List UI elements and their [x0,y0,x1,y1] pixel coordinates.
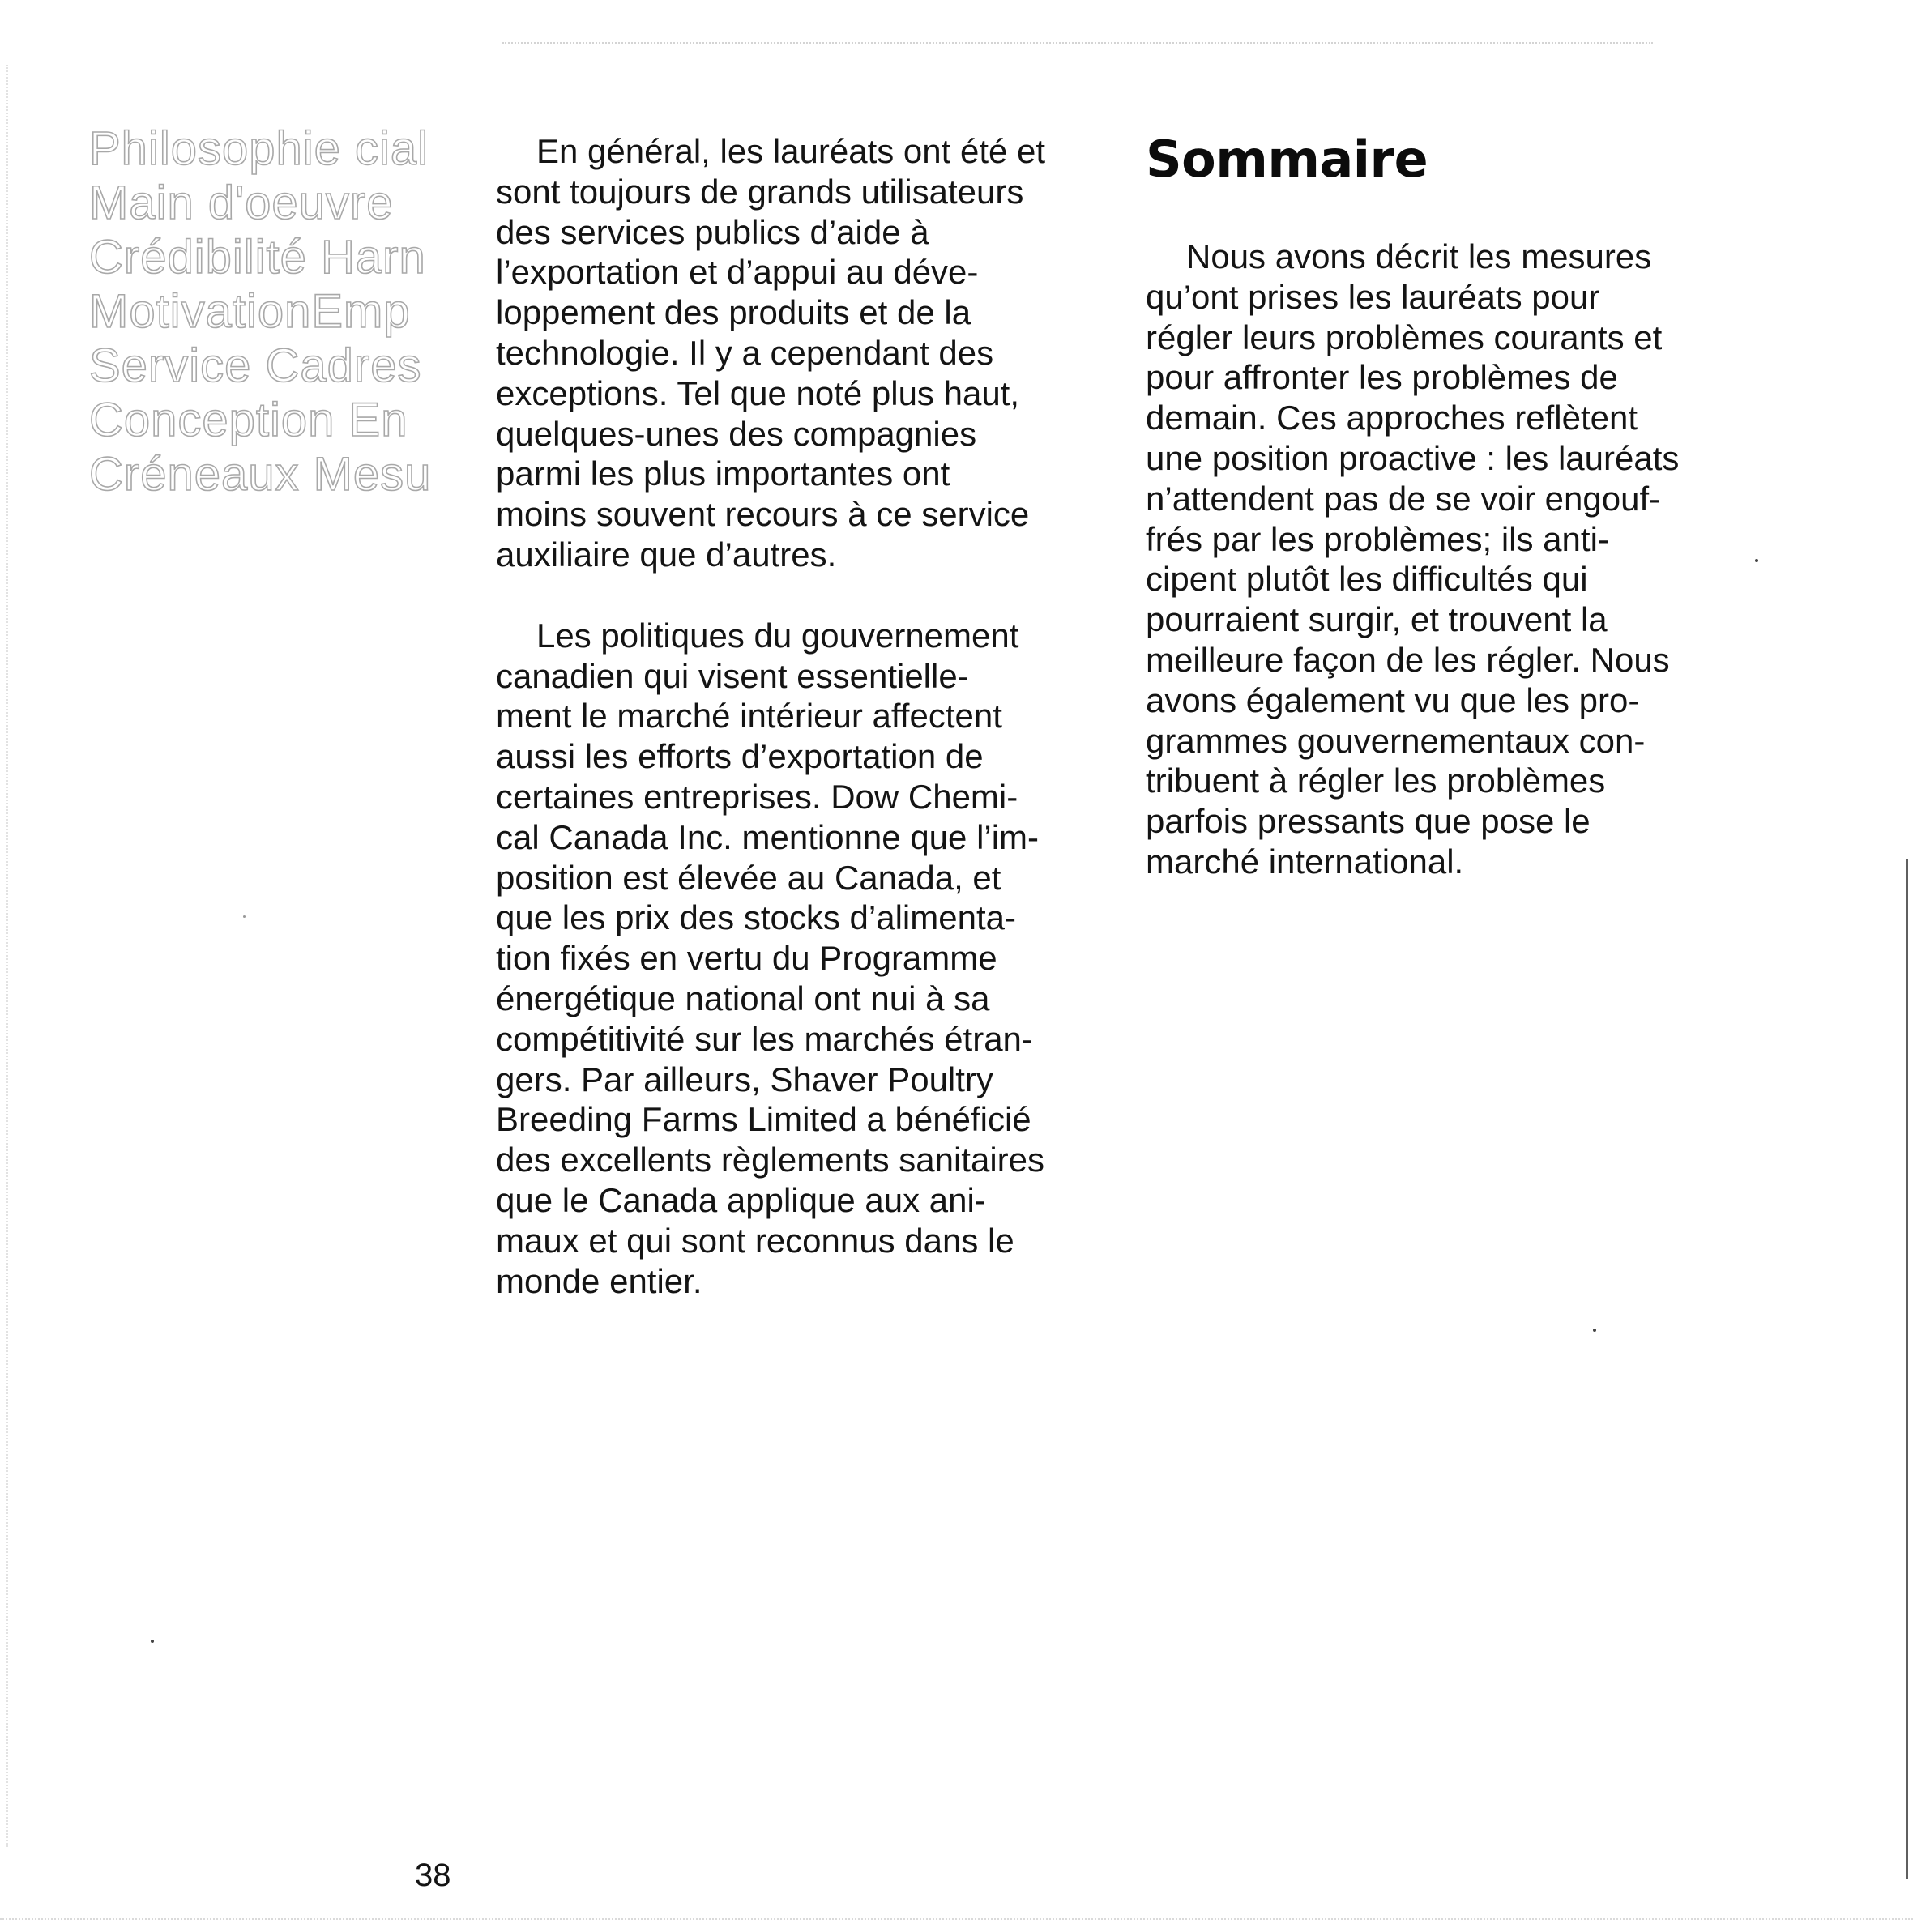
text-line: meilleure façon de les régler. Nous [1146,640,1670,679]
text-line: maux et qui sont reconnus dans le [496,1221,1014,1260]
text-line: compétitivité sur les marchés étran- [496,1019,1033,1058]
text-line: des services publics d’aide à [496,212,929,251]
section-heading: Sommaire [1146,130,1428,189]
text-line: monde entier. [496,1261,702,1300]
text-line: cipent plutôt les difficultés qui [1146,560,1588,599]
keyword-line: Philosophie cial [89,122,429,175]
text-line: quelques-unes des compagnies [496,414,977,453]
scan-artifact-bottom [0,1918,1913,1928]
text-line: énergétique national ont nui à sa [496,979,990,1017]
text-line: avons également vu que les pro- [1146,680,1640,719]
paragraph-spacer [496,575,1100,616]
text-line: pourraient surgir, et trouvent la [1146,600,1608,639]
text-line: gers. Par ailleurs, Shaver Poultry [496,1060,993,1098]
text-line: tion fixés en vertu du Programme [496,939,997,978]
text-line: pour affronter les problèmes de [1146,358,1618,397]
text-line: parmi les plus importantes ont [496,454,950,493]
keyword-line: MotivationEmp [89,285,411,338]
text-line: des excellents règlements sanitaires [496,1141,1045,1179]
text-line: ment le marché intérieur affectent [496,697,1002,736]
text-line: Breeding Farms Limited a bénéficié [496,1100,1031,1139]
scan-speck [151,1640,154,1643]
text-line: exceptions. Tel que noté plus haut, [496,373,1020,412]
text-line: n’attendent pas de se voir engouf- [1146,479,1661,518]
keyword-line: Crédibilité Harn [89,231,426,284]
text-line: sont toujours de grands utilisateurs [496,172,1024,211]
text-line: que les prix des stocks d’alimenta- [496,898,1016,937]
scan-artifact-left [6,65,11,1847]
text-line: aussi les efforts d’exportation de [496,737,984,776]
keyword-line: Service Cadres [89,339,422,392]
paragraph [496,131,1100,575]
text-line: une position proactive : les lauréats [1146,438,1680,477]
text-line: tribuent à régler les problèmes [1146,761,1606,800]
text-line: frés par les problèmes; ils anti- [1146,519,1609,558]
scan-artifact-right [1906,859,1911,1879]
scan-speck [1593,1329,1596,1332]
middle-column [496,131,1100,1301]
scan-artifact-top [502,42,1653,55]
keyword-line: Créneaux Mesu [89,448,432,501]
page-number: 38 [415,1857,451,1893]
text-line: que le Canada applique aux ani- [496,1180,986,1219]
text-line: qu’ont prises les lauréats pour [1146,277,1600,316]
text-line: loppement des produits et de la [496,293,971,332]
text-line: l’exportation et d’appui au déve- [496,253,979,292]
right-column [1146,131,1778,882]
text-line: régler leurs problèmes courants et [1146,318,1663,356]
text-line: position est élevée au Canada, et [496,858,1001,897]
text-line: canadien qui visent essentielle- [496,656,969,695]
text-line: certaines entreprises. Dow Chemi- [496,777,1018,816]
text-line: grammes gouvernementaux con- [1146,721,1646,760]
text-line: moins souvent recours à ce service [496,495,1030,534]
text-line: parfois pressants que pose le [1146,802,1591,841]
text-line: Les politiques du gouvernement [536,616,1019,655]
text-line: cal Canada Inc. mentionne que l’im- [496,817,1040,856]
scan-speck [243,915,246,918]
paragraph [496,616,1100,1302]
text-line: marché international. [1146,842,1464,881]
text-line: auxiliaire que d’autres. [496,535,837,574]
keyword-line: Conception En [89,394,408,446]
text-line: Nous avons décrit les mesures [1186,237,1652,275]
text-line: En général, les lauréats ont été et [536,132,1046,170]
keyword-line: Main d'oeuvre [89,177,394,229]
text-line: demain. Ces approches reflètent [1146,399,1638,437]
keyword-column [89,122,470,501]
paragraph [1146,237,1778,882]
text-line: technologie. Il y a cependant des [496,333,994,372]
